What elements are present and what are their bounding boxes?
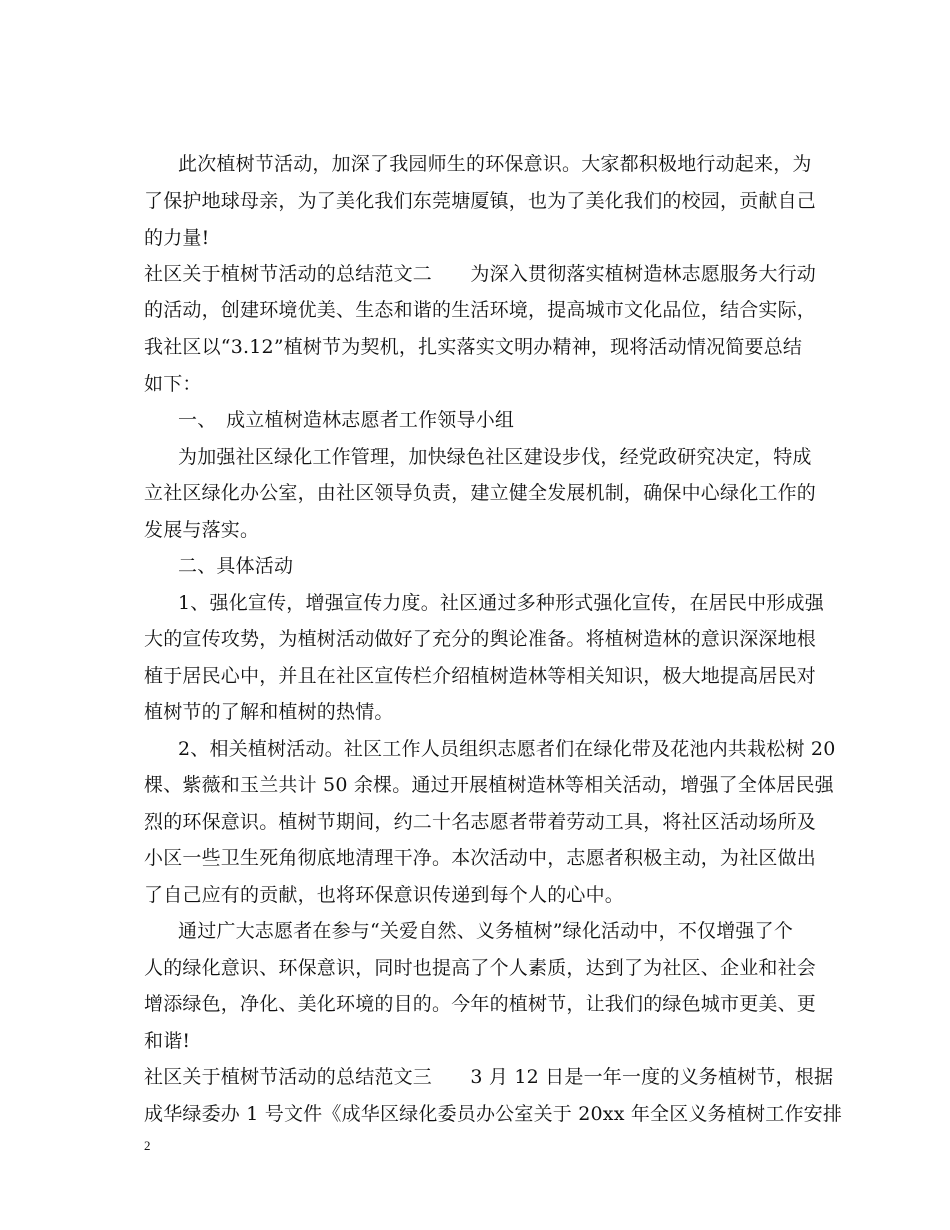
body-line: 和谐! [144,1030,191,1052]
body-line: 植树节的了解和植树的热情。 [144,701,394,723]
page-number: 2 [144,1138,151,1153]
body-line: 为加强社区绿化工作管理，加快绿色社区建设步伐，经党政研究决定，特成 [178,446,812,468]
body-line: 的活动，创建环境优美、生态和谐的生活环境，提高城市文化品位，结合实际， [144,299,817,321]
body-line: 了自己应有的贡献，也将环保意识传递到每个人的心中。 [144,884,625,906]
body-line: 烈的环保意识。植树节期间，约二十名志愿者带着劳动工具，将社区活动场所及 [144,811,817,833]
body-line: 发展与落实。 [144,519,260,541]
section-heading-line: 社区关于植树节活动的总结范文二 为深入贯彻落实植树造林志愿服务大行动 [144,263,817,285]
body-line: 通过广大志愿者在参与“关爱自然、义务植树”绿化活动中，不仅增强了个 [178,920,794,942]
body-line: 棵、紫薇和玉兰共计 50 余棵。通过开展植树造林等相关活动，增强了全体居民强 [144,774,834,796]
body-line: 2、相关植树活动。社区工作人员组织志愿者们在绿化带及花池内共栽松树 20 [178,738,836,760]
body-line: 植于居民心中，并且在社区宣传栏介绍植树造林等相关知识，极大地提高居民对 [144,665,817,687]
body-line: 此次植树节活动，加深了我园师生的环保意识。大家都积极地行动起来，为 [178,153,812,175]
body-line: 1、强化宣传，增强宣传力度。社区通过多种形式强化宣传，在居民中形成强 [178,592,824,614]
body-line: 大的宣传攻势，为植树活动做好了充分的舆论准备。将植树造林的意识深深地根 [144,628,817,650]
body-line: 立社区绿化办公室，由社区领导负责，建立健全发展机制，确保中心绿化工作的 [144,482,817,504]
body-line: 成华绿委办 1 号文件《成华区绿化委员办公室关于 20xx 年全区义务植树工作安排 [144,1103,843,1125]
body-line: 增添绿色，净化、美化环境的目的。今年的植树节，让我们的绿色城市更美、更 [144,993,817,1015]
body-line: 了保护地球母亲，为了美化我们东莞塘厦镇，也为了美化我们的校园，贡献自己 [144,190,817,212]
section-heading-line: 社区关于植树节活动的总结范文三 3 月 12 日是一年一度的义务植树节，根据 [144,1066,834,1088]
body-line: 小区一些卫生死角彻底地清理干净。本次活动中，志愿者积极主动，为社区做出 [144,847,817,869]
subheading-line: 二、具体活动 [178,555,294,577]
body-line: 如下： [144,373,202,395]
body-line: 的力量! [144,227,210,249]
body-line: 人的绿化意识、环保意识，同时也提高了个人素质，达到了为社区、企业和社会 [144,957,817,979]
subheading-line: 一、 成立植树造林志愿者工作领导小组 [178,409,515,431]
body-line: 我社区以“3.12”植树节为契机，扎实落实文明办精神，现将活动情况简要总结 [144,336,803,358]
